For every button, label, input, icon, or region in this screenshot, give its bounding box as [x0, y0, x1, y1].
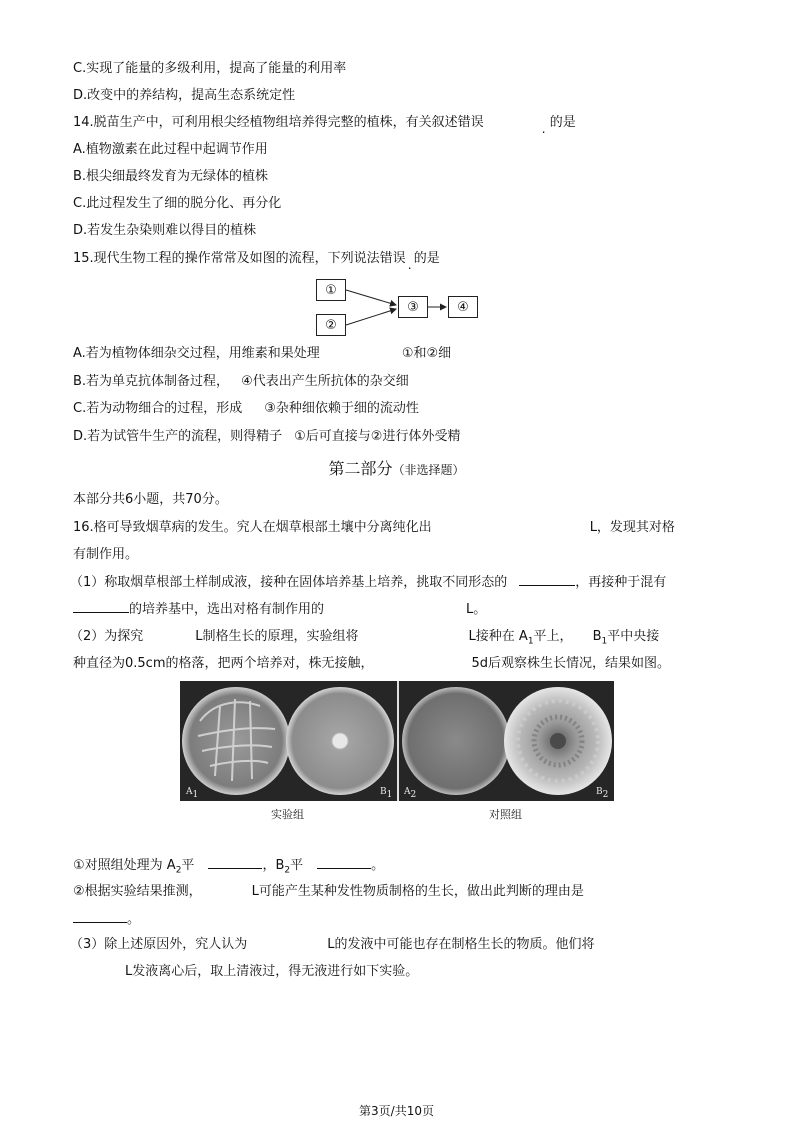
arrow-2-to-3 [346, 309, 396, 325]
diagram-box-1: ① [316, 279, 346, 301]
label-a2 [404, 787, 416, 800]
q16-part1-text2: 的培养基中，选出对格有制作用的 [129, 602, 325, 617]
option-15c [73, 400, 419, 418]
q16-part1-tail: ，再接种于混有 [575, 575, 667, 590]
answer-blank[interactable] [73, 600, 129, 613]
label-b1-text: B [380, 787, 387, 797]
answer-blank[interactable] [73, 910, 127, 923]
option-15a-tail: ①和②细 [401, 346, 452, 361]
option-14d: D.若发生杂染则难以得目的植株 [73, 223, 257, 238]
option-14a: A.植物激素在此过程中起调节作用 [73, 142, 268, 157]
option-15d-tail: ①后可直接与②进行体外受精 [294, 429, 461, 444]
q16-part1-tail2: L。 [466, 602, 487, 617]
petri-dish-photo [180, 681, 614, 801]
option-15c-text: C.若为动物细合的过程，形成 [73, 401, 243, 416]
option-15b-tail: ④代表出产生所抗体的杂交细 [241, 374, 409, 389]
page-footer: 第3页/共10页 [359, 1104, 434, 1118]
option-14c: C.此过程发生了细的脱分化、再分化 [73, 196, 282, 211]
sub1-text: ①对照组处理为 A [73, 858, 176, 873]
option-15b [73, 373, 409, 391]
sub2-text-b: L可能产生某种发性物质制格的生长，做出此判断的理由是 [251, 884, 584, 899]
diagram-box-3: ③ [398, 296, 428, 318]
sub1-sub-c: 2 [284, 865, 291, 876]
q16-stem-text: 16.格可导致烟草病的发生。究人在烟草根部土壤中分离纯化出 [73, 520, 432, 535]
option-15d-text: D.若为试管牛生产的流程，则得精子 [73, 429, 283, 444]
sub1-text-c: ，B [262, 858, 285, 873]
q16-part3-line1 [70, 936, 595, 954]
q16-part3-line2: L发液离心后，取上清液过，得无液进行如下实验。 [125, 964, 419, 979]
sub1-text-b: 平 [181, 858, 195, 873]
plate-a2 [402, 687, 510, 795]
q15-stem-tail: 的是 [413, 251, 440, 266]
sub1-text-d: 平 [290, 858, 304, 873]
q16-part2-text6: 平中央接 [607, 629, 660, 644]
arrow-1-to-3 [346, 290, 396, 305]
label-a1 [186, 787, 198, 800]
q16-part3-text2: L的发液中可能也存在制格生长的物质。他们将 [327, 937, 595, 952]
label-b2-text: B [596, 787, 603, 797]
answer-blank[interactable] [317, 856, 371, 869]
q16-part2-line1 [70, 628, 659, 651]
q16-part2-line2 [73, 655, 670, 673]
option-15d [73, 428, 460, 446]
option-15b-text: B.若为单克抗体制备过程， [73, 374, 230, 389]
colony-b1 [332, 733, 348, 749]
answer-blank[interactable] [208, 856, 262, 869]
caption-experimental-group: 实验组 [271, 808, 304, 821]
sub-question-2-cont [73, 910, 140, 929]
question-16-stem-cont: 有制作用。 [73, 547, 139, 562]
label-a1-text: A [186, 787, 193, 797]
section-subtitle: （非选择题） [392, 463, 465, 477]
option-15c-tail: ③杂种细依赖于细的流动性 [264, 401, 419, 416]
q16-part2-text8: 5d后观察株生长情况，结果如图。 [471, 656, 671, 671]
question-16-stem [73, 519, 675, 537]
sub-question-2 [73, 883, 584, 901]
sub2-text: ②根据实验结果推测， [73, 884, 202, 899]
q16-part3-text: （3）除上述原因外，究人认为 [70, 937, 248, 952]
section-title-main: 第二部分 [328, 459, 393, 478]
label-a1-sub: 1 [192, 789, 199, 800]
label-a2-sub: 2 [410, 789, 417, 800]
option-13c: C.实现了能量的多级利用，提高了能量的利用率 [73, 61, 347, 76]
label-b1 [380, 787, 392, 800]
option-15a-text: A.若为植物体细杂交过程，用维素和果处理 [73, 346, 320, 361]
q16-part1-line2 [73, 600, 486, 619]
q16-part2-text5: B [592, 629, 602, 644]
sub1-end: 。 [371, 858, 385, 873]
sub2-end: 。 [127, 912, 141, 927]
label-b2-sub: 2 [602, 789, 609, 800]
section-title [0, 456, 793, 479]
petri-dish-illustration [180, 681, 614, 801]
q14-stem-text: 14.脱苗生产中，可利用根尖经植物组培养得完整的植株，有关叙述错误 [73, 115, 484, 130]
diagram-box-4: ④ [448, 296, 478, 318]
caption-control-group: 对照组 [489, 808, 522, 821]
q16-stem-tail: L，发现其对格 [589, 520, 675, 535]
label-b2 [596, 787, 608, 800]
option-14b: B.根尖细最终发育为无绿体的植株 [73, 169, 269, 184]
answer-blank[interactable] [519, 573, 575, 586]
q16-part2-text: （2）为探究 [70, 629, 144, 644]
option-13d: D.改变中的养结构，提高生态系统定性 [73, 88, 296, 103]
sub-question-1 [73, 856, 384, 880]
q16-part2-text2: L制格生长的原理，实验组将 [195, 629, 359, 644]
label-a2-text: A [404, 787, 411, 797]
option-15a [73, 345, 451, 363]
q14-stem-tail: 的是 [549, 115, 576, 130]
part-intro: 本部分共6小题，共70分。 [73, 492, 228, 507]
q16-part2-text3: L接种在 A [468, 629, 528, 644]
q16-part2-sub1: 1 [527, 636, 534, 647]
q16-part2-sub2: 1 [601, 636, 608, 647]
q16-part2-text7: 种直径为0.5cm的格落，把两个培养对，株无接触， [73, 656, 374, 671]
q16-part2-text4: 平上， [533, 629, 573, 644]
label-b1-sub: 1 [386, 789, 393, 800]
q15-stem-text: 15.现代生物工程的操作常常及如图的流程，下列说法错误 [73, 251, 406, 266]
sub1-sub-a: 2 [175, 865, 182, 876]
diagram-box-2: ② [316, 314, 346, 336]
q16-part1-text: （1）称取烟草根部土样制成液，接种在固体培养基上培养，挑取不同形态的 [70, 575, 508, 590]
q16-part1-line1 [70, 573, 666, 592]
diagram-arrows [0, 0, 793, 360]
